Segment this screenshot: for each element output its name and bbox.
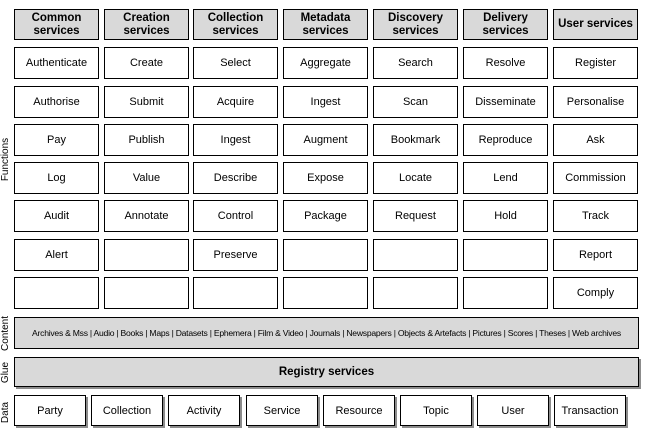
common-function-alert: Alert	[14, 239, 99, 271]
delivery-function-lend: Lend	[463, 162, 548, 194]
discovery-services-header: Discovery services	[373, 9, 458, 40]
user-function-personalise: Personalise	[553, 86, 638, 118]
data-entity-activity: Activity	[168, 395, 240, 426]
data-entity-party: Party	[14, 395, 86, 426]
creation-function-annotate: Annotate	[104, 200, 189, 232]
data-entity-resource: Resource	[323, 395, 395, 426]
data-entity-topic: Topic	[400, 395, 472, 426]
delivery-function-empty	[463, 239, 548, 271]
registry-services-bar: Registry services	[14, 357, 639, 387]
discovery-function-empty	[373, 277, 458, 309]
collection-function-acquire: Acquire	[193, 86, 278, 118]
discovery-function-bookmark: Bookmark	[373, 124, 458, 156]
delivery-services-header: Delivery services	[463, 9, 548, 40]
common-function-audit: Audit	[14, 200, 99, 232]
common-function-log: Log	[14, 162, 99, 194]
collection-function-control: Control	[193, 200, 278, 232]
delivery-function-resolve: Resolve	[463, 47, 548, 79]
collection-function-select: Select	[193, 47, 278, 79]
creation-function-publish: Publish	[104, 124, 189, 156]
creation-services-header: Creation services	[104, 9, 189, 40]
discovery-function-request: Request	[373, 200, 458, 232]
metadata-function-empty	[283, 239, 368, 271]
delivery-function-disseminate: Disseminate	[463, 86, 548, 118]
metadata-function-augment: Augment	[283, 124, 368, 156]
content-bar: Archives & Mss | Audio | Books | Maps | Datasets | Ephemera | Film & Video | Journals | Newspapers | Objects & Artefacts | Pictures | Scores | Theses | Web archives	[14, 317, 639, 349]
metadata-services-header: Metadata services	[283, 9, 368, 40]
collection-function-ingest: Ingest	[193, 124, 278, 156]
common-function-empty	[14, 277, 99, 309]
common-function-authenticate: Authenticate	[14, 47, 99, 79]
data-entity-service: Service	[246, 395, 318, 426]
delivery-function-reproduce: Reproduce	[463, 124, 548, 156]
common-function-authorise: Authorise	[14, 86, 99, 118]
user-services-header: User services	[553, 9, 638, 40]
data-side-label: Data	[0, 401, 12, 423]
collection-function-preserve: Preserve	[193, 239, 278, 271]
user-function-comply: Comply	[553, 277, 638, 309]
collection-function-describe: Describe	[193, 162, 278, 194]
user-function-commission: Commission	[553, 162, 638, 194]
user-function-register: Register	[553, 47, 638, 79]
collection-function-empty	[193, 277, 278, 309]
data-entity-collection: Collection	[91, 395, 163, 426]
glue-side-label: Glue	[0, 361, 12, 383]
common-function-pay: Pay	[14, 124, 99, 156]
user-function-report: Report	[553, 239, 638, 271]
content-side-label: Content	[0, 315, 12, 351]
discovery-function-locate: Locate	[373, 162, 458, 194]
metadata-function-empty	[283, 277, 368, 309]
creation-function-empty	[104, 277, 189, 309]
metadata-function-ingest: Ingest	[283, 86, 368, 118]
collection-services-header: Collection services	[193, 9, 278, 40]
user-function-ask: Ask	[553, 124, 638, 156]
delivery-function-empty	[463, 277, 548, 309]
discovery-function-scan: Scan	[373, 86, 458, 118]
metadata-function-package: Package	[283, 200, 368, 232]
creation-function-empty	[104, 239, 189, 271]
creation-function-create: Create	[104, 47, 189, 79]
creation-function-value: Value	[104, 162, 189, 194]
common-services-header: Common services	[14, 9, 99, 40]
metadata-function-aggregate: Aggregate	[283, 47, 368, 79]
functions-side-label: Functions	[0, 137, 12, 181]
user-function-track: Track	[553, 200, 638, 232]
discovery-function-empty	[373, 239, 458, 271]
delivery-function-hold: Hold	[463, 200, 548, 232]
data-entity-transaction: Transaction	[554, 395, 626, 426]
creation-function-submit: Submit	[104, 86, 189, 118]
discovery-function-search: Search	[373, 47, 458, 79]
data-entity-user: User	[477, 395, 549, 426]
metadata-function-expose: Expose	[283, 162, 368, 194]
